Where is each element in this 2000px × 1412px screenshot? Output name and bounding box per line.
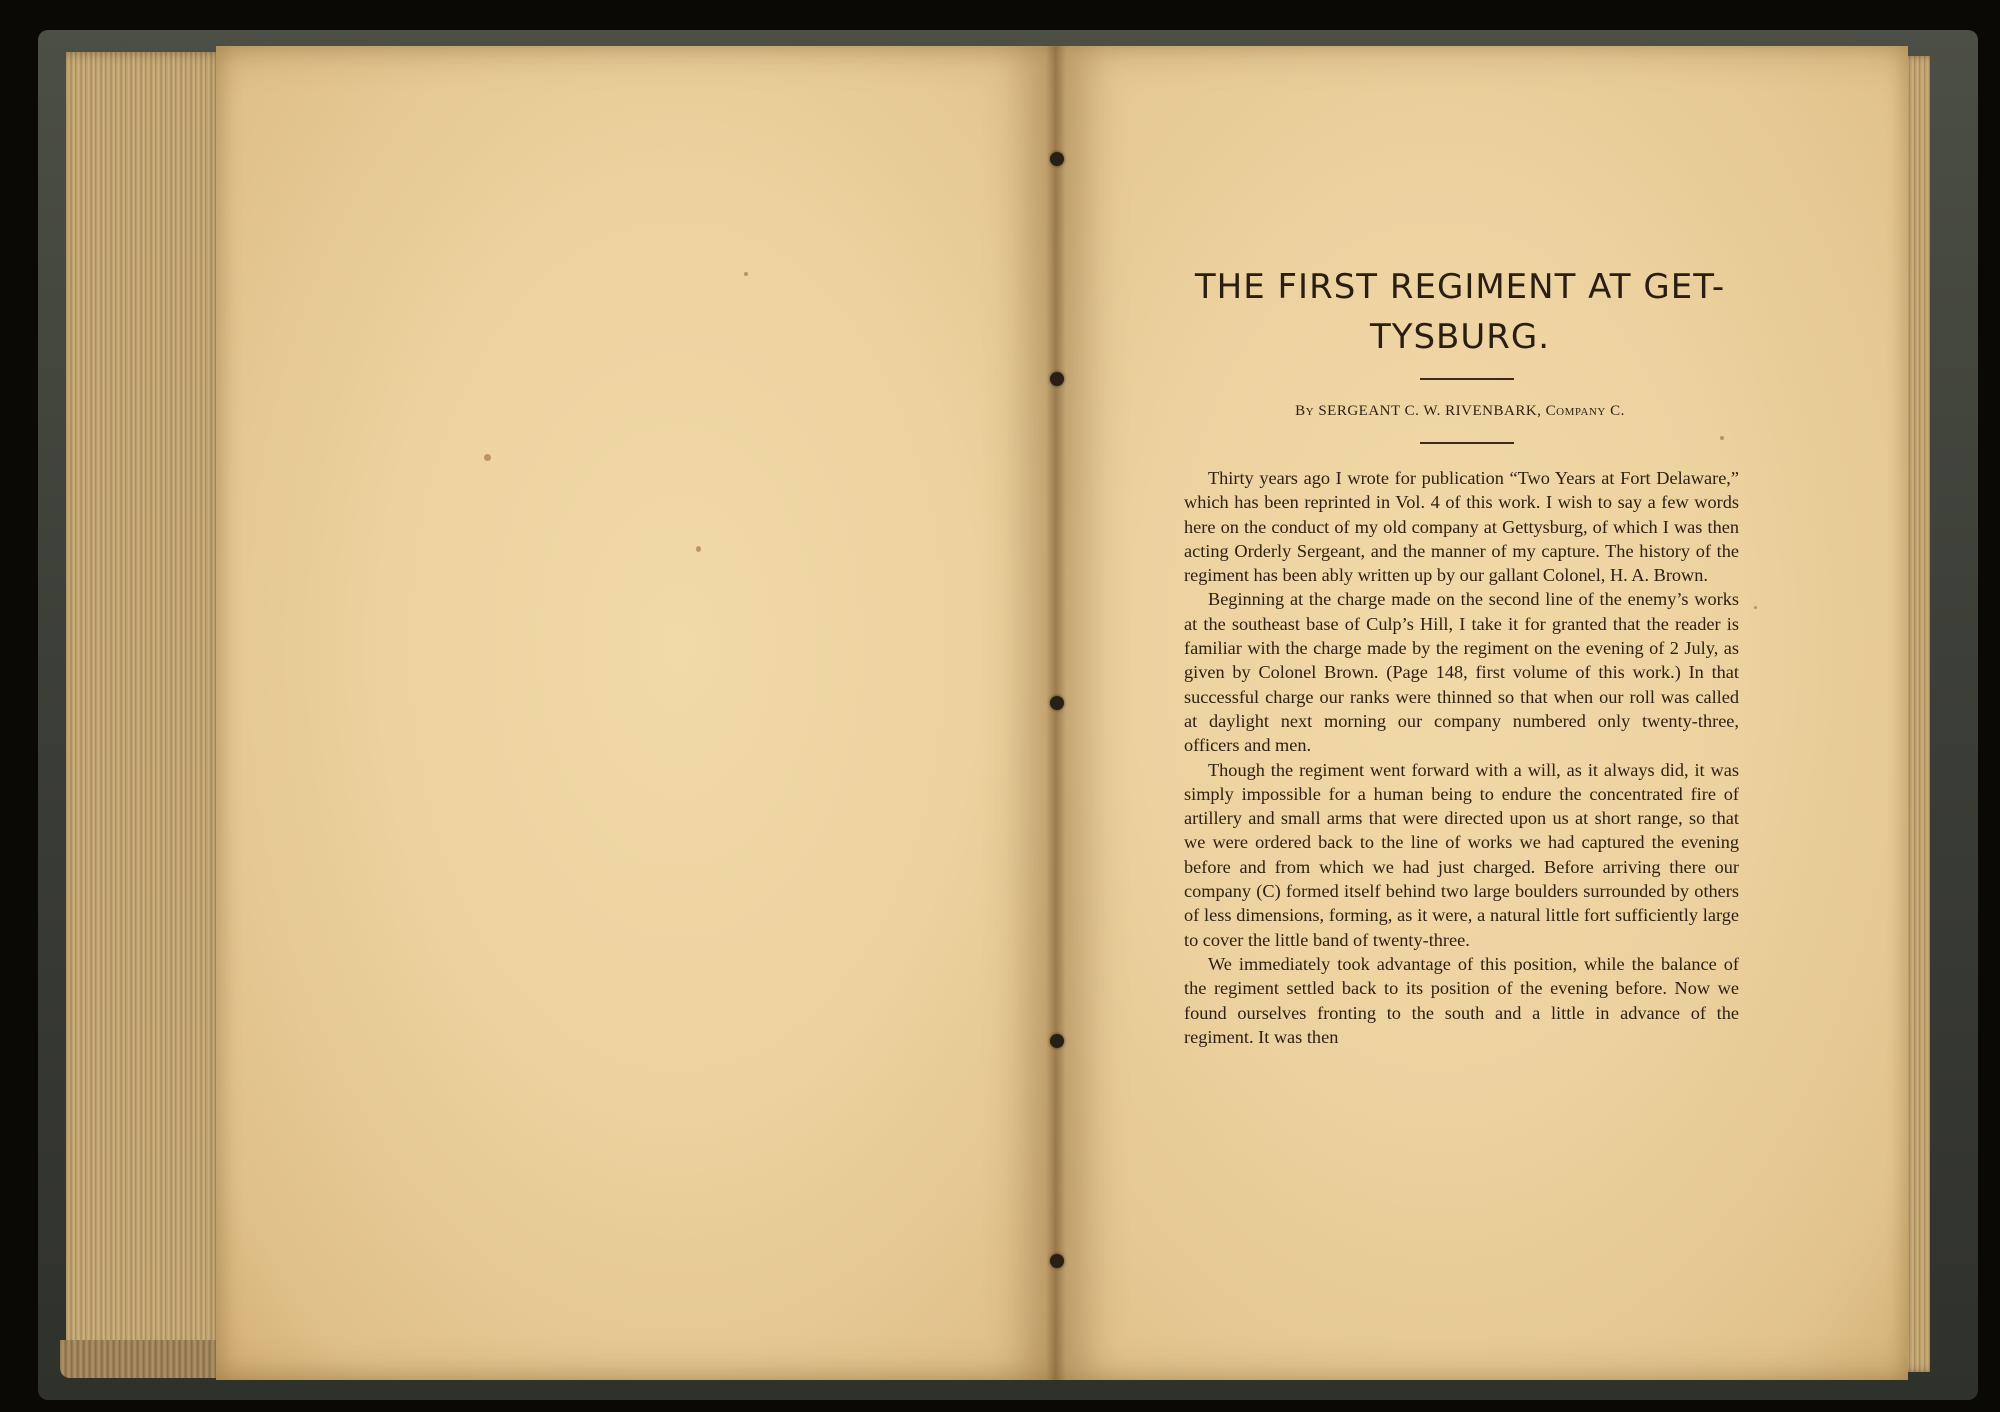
binding-stitch (1050, 372, 1064, 386)
byline-company: Company C. (1545, 403, 1625, 419)
foxing-spot (1754, 606, 1757, 609)
byline-rule (1420, 442, 1514, 444)
page-block-left-edges (66, 52, 226, 1374)
article-title: THE FIRST REGIMENT AT GET- TYSBURG. (1194, 267, 1726, 357)
page-block-bottom-edges (60, 1340, 235, 1378)
paragraph: We immediately took advantage of this position, while the balance of the regiment settled back to its position of the evening before. Now we found ourselves fronting to the south and a little in advance of the regiment. It was then (1184, 953, 1739, 1047)
paragraph: Thirty years ago I wrote for publication “Two Years at Fort Delaware,” which has been reprinted in Vol. 4 of this work. I wish to say a few words here on the conduct of my old company at Gettysburg, of which I was then acting Orderly Sergeant, and the manner of my capture. The history of the regiment has been ably written up by our gallant Colonel, H. A. Brown. (1184, 468, 1739, 586)
left-page-blank (216, 46, 1056, 1380)
foxing-spot (1720, 436, 1724, 440)
paragraph: Though the regiment went forward with a will, as it always did, it was simply impossible for a human being to endure the concentrated fire of artillery and small arms that were directed upon us at short range, so that we were ordered back to the line of works we had captured the evening before and from which we had just charged. Before arriving there our company (C) formed itself behind two large boulders surrounded by others of less dimensions, forming, as it were, a natural little fort sufficiently large to cover the little band of twenty-three. (1184, 759, 1739, 950)
binding-stitch (1050, 152, 1064, 166)
book-gutter (1046, 46, 1066, 1380)
binding-stitch (1050, 1254, 1064, 1268)
article-body (1184, 466, 1739, 1049)
foxing-spot (696, 546, 701, 552)
byline-prefix: By (1295, 403, 1315, 419)
title-rule (1420, 378, 1514, 380)
author-byline (1180, 403, 1740, 420)
paragraph: Beginning at the charge made on the second line of the enemy’s works at the southeast base of Culp’s Hill, I take it for granted that the reader is familiar with the charge made by the regiment on the evening of 2 July, as given by Colonel Brown. (Page 148, first volume of this work.) In that successful charge our ranks were thinned so that when our roll was called at daylight next morning our company numbered only twenty-three, officers and men. (1184, 589, 1739, 756)
foxing-spot (484, 454, 491, 461)
binding-stitch (1050, 1034, 1064, 1048)
binding-stitch (1050, 696, 1064, 710)
byline-author: SERGEANT C. W. RIVENBARK, (1318, 403, 1542, 419)
foxing-spot (744, 272, 748, 276)
